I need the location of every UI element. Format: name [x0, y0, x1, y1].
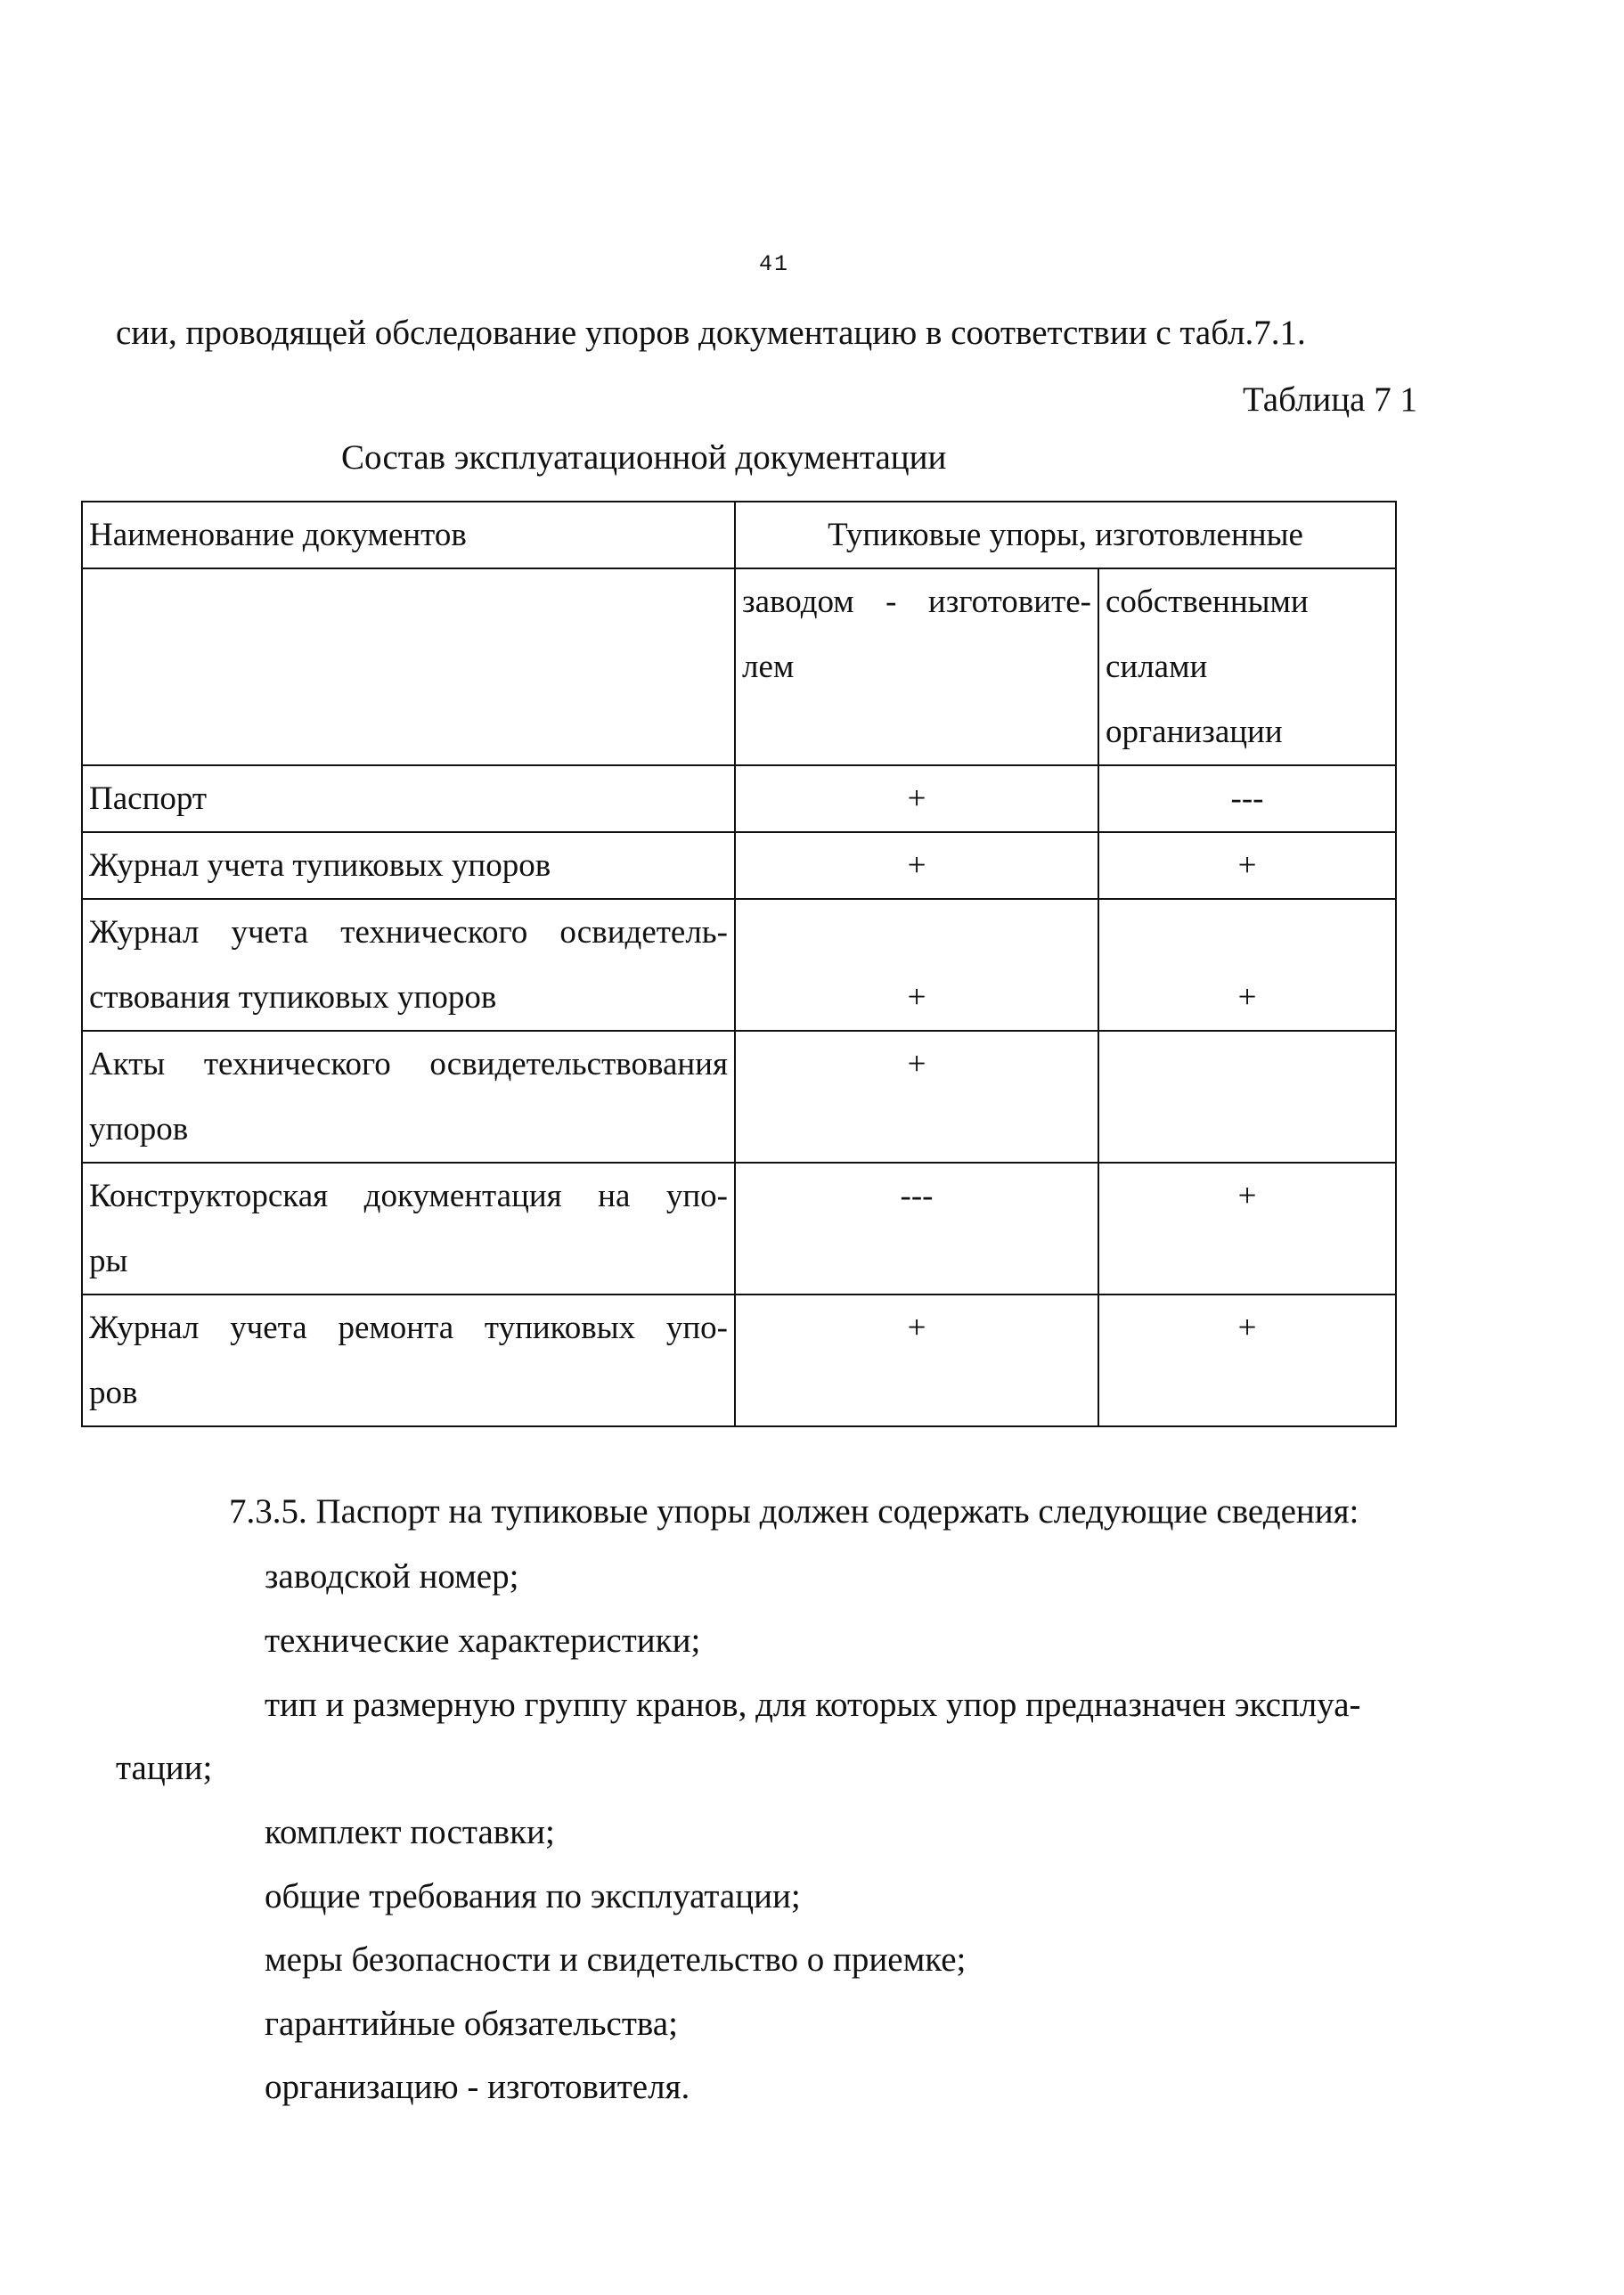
factory-mark: + — [735, 765, 1098, 832]
list-item: комплект поставки; — [265, 1813, 555, 1851]
subheader-factory — [735, 568, 1098, 765]
doc-name-line1: Акты технического освидетельствования — [89, 1046, 728, 1082]
section-paragraph: 7.3.5. Паспорт на тупиковые упоры должен содержать следующие сведения: — [229, 1492, 1359, 1531]
doc-name-cell — [82, 832, 735, 899]
own-mark: --- — [1098, 765, 1396, 832]
subheader-factory-line2: лем — [742, 649, 795, 685]
doc-name-cell — [82, 1295, 735, 1426]
doc-name-line2: ры — [89, 1243, 128, 1279]
intro-text: сии, проводящей обследование упоров документацию в соответствии с табл.7.1. — [116, 314, 1306, 352]
table-row — [82, 1031, 1396, 1163]
list-item: гарантийные обязательства; — [265, 2005, 678, 2043]
list-item: организацию - изготовителя. — [265, 2068, 690, 2106]
doc-name-line1: Журнал учета технического освидетель- — [89, 914, 728, 951]
doc-name-line2: ствования тупиковых упоров — [89, 979, 497, 1016]
own-mark: + — [1098, 1163, 1396, 1295]
table-title: Состав эксплуатационной документации — [341, 438, 947, 477]
subheader-own-line3: организации — [1106, 714, 1283, 750]
list-item-continuation: тации; — [116, 1749, 213, 1787]
table-row — [82, 832, 1396, 899]
header-buffers-made: Тупиковые упоры, изготовленные — [735, 502, 1396, 568]
doc-name-cell — [82, 1163, 735, 1295]
factory-mark: + — [735, 899, 1098, 1031]
documentation-table — [81, 501, 1397, 1427]
list-item: заводской номер; — [265, 1557, 519, 1596]
list-item: общие требования по эксплуатации; — [265, 1877, 801, 1915]
list-item: технические характеристики; — [265, 1621, 701, 1660]
table-row — [82, 1163, 1396, 1295]
doc-name-line1: Журнал учета ремонта тупиковых упо- — [89, 1310, 728, 1346]
table-row — [82, 765, 1396, 832]
subheader-empty-cell — [82, 568, 735, 765]
factory-mark: --- — [735, 1163, 1098, 1295]
subheader-own-line2: силами — [1106, 649, 1208, 685]
factory-mark: + — [735, 1031, 1098, 1163]
doc-name-cell — [82, 1031, 735, 1163]
own-mark — [1098, 1031, 1396, 1163]
list-item: меры безопасности и свидетельство о приемке; — [265, 1940, 967, 1979]
factory-mark: + — [735, 832, 1098, 899]
doc-name-line1: Конструкторская документация на упо- — [89, 1178, 728, 1214]
table-subheader-row — [82, 568, 1396, 765]
subheader-factory-line1: заводом - изготовите- — [742, 584, 1091, 620]
own-mark: + — [1098, 899, 1396, 1031]
list-item: тип и размерную группу кранов, для которых упор предназначен эксплуа- — [265, 1686, 1361, 1724]
table-header-row — [82, 502, 1396, 568]
own-mark: + — [1098, 832, 1396, 899]
table-caption: Таблица 7 1 — [1242, 380, 1417, 419]
header-documents: Наименование документов — [82, 502, 735, 568]
page-number: 41 — [759, 251, 790, 277]
subheader-own — [1098, 568, 1396, 765]
own-mark: + — [1098, 1295, 1396, 1426]
doc-name-line2: упоров — [89, 1111, 189, 1148]
table-row — [82, 899, 1396, 1031]
factory-mark: + — [735, 1295, 1098, 1426]
doc-name-line2: ров — [89, 1375, 138, 1411]
table-row — [82, 1295, 1396, 1426]
doc-name-line1: Паспорт — [89, 780, 208, 817]
subheader-own-line1: собственными — [1106, 584, 1309, 620]
doc-name-line1: Журнал учета тупиковых упоров — [89, 847, 551, 884]
doc-name-cell — [82, 765, 735, 832]
doc-name-cell — [82, 899, 735, 1031]
